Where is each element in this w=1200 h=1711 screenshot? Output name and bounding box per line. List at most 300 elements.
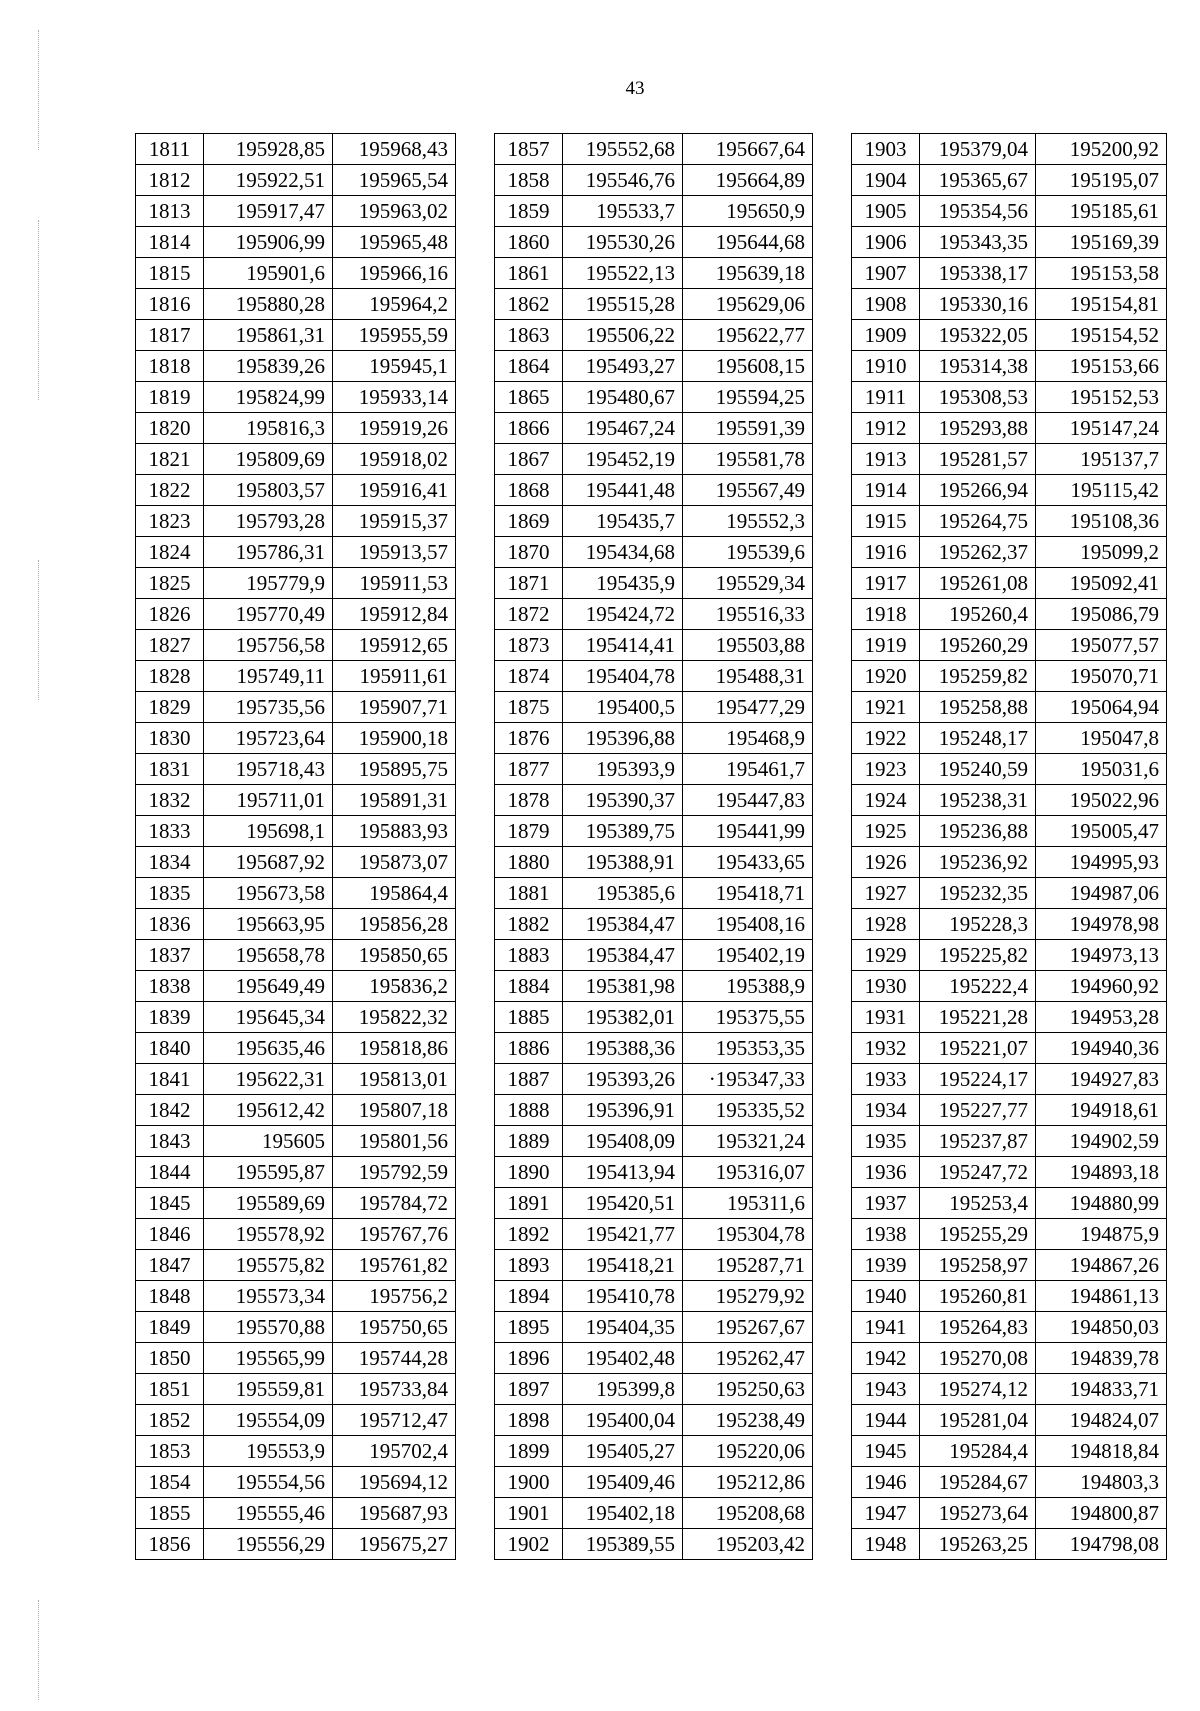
point-number-cell: 1832 xyxy=(136,785,204,816)
y-coordinate-cell: 195873,07 xyxy=(333,847,456,878)
x-coordinate-cell: 195400,5 xyxy=(563,692,683,723)
point-number-cell: 1946 xyxy=(852,1467,920,1498)
y-coordinate-cell: 195529,34 xyxy=(683,568,813,599)
y-coordinate-cell: ·195347,33 xyxy=(683,1064,813,1095)
x-coordinate-cell: 195612,42 xyxy=(204,1095,333,1126)
x-coordinate-cell: 195409,46 xyxy=(563,1467,683,1498)
y-coordinate-cell: 195418,71 xyxy=(683,878,813,909)
table-row xyxy=(495,1529,813,1560)
table-row xyxy=(136,1343,456,1374)
table-row xyxy=(495,413,813,444)
x-coordinate-cell: 195228,3 xyxy=(920,909,1036,940)
point-number-cell: 1826 xyxy=(136,599,204,630)
table-row xyxy=(495,1064,813,1095)
point-number-cell: 1814 xyxy=(136,227,204,258)
x-coordinate-cell: 195402,48 xyxy=(563,1343,683,1374)
x-coordinate-cell: 195388,36 xyxy=(563,1033,683,1064)
x-coordinate-cell: 195575,82 xyxy=(204,1250,333,1281)
point-number-cell: 1811 xyxy=(136,134,204,165)
y-coordinate-cell: 195316,07 xyxy=(683,1157,813,1188)
point-number-cell: 1844 xyxy=(136,1157,204,1188)
table-row xyxy=(495,754,813,785)
point-number-cell: 1892 xyxy=(495,1219,563,1250)
y-coordinate-cell: 195108,36 xyxy=(1036,506,1167,537)
y-coordinate-cell: 195447,83 xyxy=(683,785,813,816)
x-coordinate-cell: 195779,9 xyxy=(204,568,333,599)
table-row xyxy=(136,475,456,506)
y-coordinate-cell: 195488,31 xyxy=(683,661,813,692)
point-number-cell: 1877 xyxy=(495,754,563,785)
point-number-cell: 1922 xyxy=(852,723,920,754)
point-number-cell: 1851 xyxy=(136,1374,204,1405)
table-row xyxy=(495,692,813,723)
x-coordinate-cell: 195221,28 xyxy=(920,1002,1036,1033)
x-coordinate-cell: 195546,76 xyxy=(563,165,683,196)
point-number-cell: 1824 xyxy=(136,537,204,568)
point-number-cell: 1943 xyxy=(852,1374,920,1405)
point-number-cell: 1932 xyxy=(852,1033,920,1064)
y-coordinate-cell: 195311,6 xyxy=(683,1188,813,1219)
y-coordinate-cell: 194880,99 xyxy=(1036,1188,1167,1219)
x-coordinate-cell: 195258,88 xyxy=(920,692,1036,723)
table-row xyxy=(136,599,456,630)
y-coordinate-cell: 195622,77 xyxy=(683,320,813,351)
y-coordinate-cell: 195208,68 xyxy=(683,1498,813,1529)
table-row xyxy=(136,1529,456,1560)
point-number-cell: 1871 xyxy=(495,568,563,599)
point-number-cell: 1855 xyxy=(136,1498,204,1529)
y-coordinate-cell: 195099,2 xyxy=(1036,537,1167,568)
point-number-cell: 1880 xyxy=(495,847,563,878)
x-coordinate-cell: 195385,6 xyxy=(563,878,683,909)
table-row xyxy=(136,816,456,847)
table-row xyxy=(852,506,1167,537)
y-coordinate-cell: 194902,59 xyxy=(1036,1126,1167,1157)
point-number-cell: 1893 xyxy=(495,1250,563,1281)
x-coordinate-cell: 195399,8 xyxy=(563,1374,683,1405)
y-coordinate-cell: 195388,9 xyxy=(683,971,813,1002)
table-row xyxy=(136,1126,456,1157)
y-coordinate-cell: 195468,9 xyxy=(683,723,813,754)
x-coordinate-cell: 195258,97 xyxy=(920,1250,1036,1281)
table-row xyxy=(852,692,1167,723)
table-row xyxy=(136,289,456,320)
point-number-cell: 1902 xyxy=(495,1529,563,1560)
y-coordinate-cell: 195964,2 xyxy=(333,289,456,320)
table-row xyxy=(136,723,456,754)
x-coordinate-cell: 195530,26 xyxy=(563,227,683,258)
table-row xyxy=(136,692,456,723)
x-coordinate-cell: 195595,87 xyxy=(204,1157,333,1188)
y-coordinate-cell: 195287,71 xyxy=(683,1250,813,1281)
x-coordinate-cell: 195393,26 xyxy=(563,1064,683,1095)
table-row xyxy=(136,444,456,475)
x-coordinate-cell: 195658,78 xyxy=(204,940,333,971)
y-coordinate-cell: 195702,4 xyxy=(333,1436,456,1467)
table-row xyxy=(495,1002,813,1033)
table-row xyxy=(495,1250,813,1281)
x-coordinate-cell: 195396,91 xyxy=(563,1095,683,1126)
y-coordinate-cell: 195220,06 xyxy=(683,1436,813,1467)
x-coordinate-cell: 195236,92 xyxy=(920,847,1036,878)
y-coordinate-cell: 195919,26 xyxy=(333,413,456,444)
y-coordinate-cell: 194824,07 xyxy=(1036,1405,1167,1436)
point-number-cell: 1842 xyxy=(136,1095,204,1126)
y-coordinate-cell: 195503,88 xyxy=(683,630,813,661)
y-coordinate-cell: 194893,18 xyxy=(1036,1157,1167,1188)
table-row xyxy=(852,599,1167,630)
x-coordinate-cell: 195404,78 xyxy=(563,661,683,692)
table-row xyxy=(852,165,1167,196)
y-coordinate-cell: 195629,06 xyxy=(683,289,813,320)
point-number-cell: 1891 xyxy=(495,1188,563,1219)
x-coordinate-cell: 195649,49 xyxy=(204,971,333,1002)
table-row xyxy=(495,1498,813,1529)
point-number-cell: 1861 xyxy=(495,258,563,289)
y-coordinate-cell: 195966,16 xyxy=(333,258,456,289)
table-row xyxy=(136,940,456,971)
table-row xyxy=(495,661,813,692)
point-number-cell: 1820 xyxy=(136,413,204,444)
table-row xyxy=(852,413,1167,444)
table-row xyxy=(495,940,813,971)
x-coordinate-cell: 195400,04 xyxy=(563,1405,683,1436)
point-number-cell: 1939 xyxy=(852,1250,920,1281)
y-coordinate-cell: 195154,81 xyxy=(1036,289,1167,320)
x-coordinate-cell: 195434,68 xyxy=(563,537,683,568)
point-number-cell: 1821 xyxy=(136,444,204,475)
point-number-cell: 1835 xyxy=(136,878,204,909)
y-coordinate-cell: 195965,48 xyxy=(333,227,456,258)
x-coordinate-cell: 195240,59 xyxy=(920,754,1036,785)
table-row xyxy=(852,227,1167,258)
y-coordinate-cell: 195591,39 xyxy=(683,413,813,444)
point-number-cell: 1856 xyxy=(136,1529,204,1560)
table-row xyxy=(495,475,813,506)
point-number-cell: 1838 xyxy=(136,971,204,1002)
point-number-cell: 1926 xyxy=(852,847,920,878)
point-number-cell: 1827 xyxy=(136,630,204,661)
x-coordinate-cell: 195673,58 xyxy=(204,878,333,909)
y-coordinate-cell: 195250,63 xyxy=(683,1374,813,1405)
y-coordinate-cell: 195353,35 xyxy=(683,1033,813,1064)
table-row xyxy=(136,847,456,878)
x-coordinate-cell: 195270,08 xyxy=(920,1343,1036,1374)
point-number-cell: 1850 xyxy=(136,1343,204,1374)
point-number-cell: 1854 xyxy=(136,1467,204,1498)
y-coordinate-cell: 195594,25 xyxy=(683,382,813,413)
y-coordinate-cell: 195441,99 xyxy=(683,816,813,847)
point-number-cell: 1899 xyxy=(495,1436,563,1467)
y-coordinate-cell: 195153,58 xyxy=(1036,258,1167,289)
point-number-cell: 1888 xyxy=(495,1095,563,1126)
y-coordinate-cell: 195965,54 xyxy=(333,165,456,196)
table-row xyxy=(852,971,1167,1002)
y-coordinate-cell: 195147,24 xyxy=(1036,413,1167,444)
table-row xyxy=(136,1250,456,1281)
y-coordinate-cell: 195750,65 xyxy=(333,1312,456,1343)
y-coordinate-cell: 195836,2 xyxy=(333,971,456,1002)
point-number-cell: 1890 xyxy=(495,1157,563,1188)
point-number-cell: 1852 xyxy=(136,1405,204,1436)
x-coordinate-cell: 195384,47 xyxy=(563,940,683,971)
x-coordinate-cell: 195556,29 xyxy=(204,1529,333,1560)
point-number-cell: 1904 xyxy=(852,165,920,196)
point-number-cell: 1913 xyxy=(852,444,920,475)
y-coordinate-cell: 195195,07 xyxy=(1036,165,1167,196)
x-coordinate-cell: 195570,88 xyxy=(204,1312,333,1343)
x-coordinate-cell: 195552,68 xyxy=(563,134,683,165)
point-number-cell: 1941 xyxy=(852,1312,920,1343)
y-coordinate-cell: 195744,28 xyxy=(333,1343,456,1374)
point-number-cell: 1836 xyxy=(136,909,204,940)
y-coordinate-cell: 195907,71 xyxy=(333,692,456,723)
point-number-cell: 1915 xyxy=(852,506,920,537)
point-number-cell: 1897 xyxy=(495,1374,563,1405)
table-row xyxy=(495,382,813,413)
y-coordinate-cell: 194833,71 xyxy=(1036,1374,1167,1405)
y-coordinate-cell: 195321,24 xyxy=(683,1126,813,1157)
point-number-cell: 1869 xyxy=(495,506,563,537)
point-number-cell: 1905 xyxy=(852,196,920,227)
x-coordinate-cell: 195573,34 xyxy=(204,1281,333,1312)
y-coordinate-cell: 195756,2 xyxy=(333,1281,456,1312)
y-coordinate-cell: 195408,16 xyxy=(683,909,813,940)
table-row xyxy=(852,1095,1167,1126)
y-coordinate-cell: 195650,9 xyxy=(683,196,813,227)
point-number-cell: 1822 xyxy=(136,475,204,506)
point-number-cell: 1862 xyxy=(495,289,563,320)
x-coordinate-cell: 195555,46 xyxy=(204,1498,333,1529)
x-coordinate-cell: 195687,92 xyxy=(204,847,333,878)
y-coordinate-cell: 195567,49 xyxy=(683,475,813,506)
table-row xyxy=(136,134,456,165)
y-coordinate-cell: 195856,28 xyxy=(333,909,456,940)
table-row xyxy=(136,1064,456,1095)
x-coordinate-cell: 195281,04 xyxy=(920,1405,1036,1436)
y-coordinate-cell: 195022,96 xyxy=(1036,785,1167,816)
y-coordinate-cell: 195185,61 xyxy=(1036,196,1167,227)
point-number-cell: 1920 xyxy=(852,661,920,692)
x-coordinate-cell: 195396,88 xyxy=(563,723,683,754)
table-row xyxy=(852,909,1167,940)
x-coordinate-cell: 195506,22 xyxy=(563,320,683,351)
point-number-cell: 1813 xyxy=(136,196,204,227)
point-number-cell: 1830 xyxy=(136,723,204,754)
point-number-cell: 1873 xyxy=(495,630,563,661)
table-row xyxy=(495,1157,813,1188)
y-coordinate-cell: 194803,3 xyxy=(1036,1467,1167,1498)
y-coordinate-cell: 195911,61 xyxy=(333,661,456,692)
x-coordinate-cell: 195735,56 xyxy=(204,692,333,723)
x-coordinate-cell: 195493,27 xyxy=(563,351,683,382)
y-coordinate-cell: 194960,92 xyxy=(1036,971,1167,1002)
point-number-cell: 1853 xyxy=(136,1436,204,1467)
point-number-cell: 1816 xyxy=(136,289,204,320)
table-row xyxy=(852,1250,1167,1281)
x-coordinate-cell: 195404,35 xyxy=(563,1312,683,1343)
y-coordinate-cell: 195433,65 xyxy=(683,847,813,878)
point-number-cell: 1878 xyxy=(495,785,563,816)
table-row xyxy=(852,1126,1167,1157)
point-number-cell: 1885 xyxy=(495,1002,563,1033)
point-number-cell: 1879 xyxy=(495,816,563,847)
x-coordinate-cell: 195901,6 xyxy=(204,258,333,289)
point-number-cell: 1919 xyxy=(852,630,920,661)
x-coordinate-cell: 195522,13 xyxy=(563,258,683,289)
scan-edge-mark xyxy=(38,560,39,700)
table-row xyxy=(495,1436,813,1467)
point-number-cell: 1845 xyxy=(136,1188,204,1219)
table-row xyxy=(136,258,456,289)
table-row xyxy=(495,258,813,289)
y-coordinate-cell: 195154,52 xyxy=(1036,320,1167,351)
y-coordinate-cell: 194839,78 xyxy=(1036,1343,1167,1374)
x-coordinate-cell: 195222,4 xyxy=(920,971,1036,1002)
point-number-cell: 1834 xyxy=(136,847,204,878)
table-row xyxy=(852,1405,1167,1436)
x-coordinate-cell: 195390,37 xyxy=(563,785,683,816)
table-row xyxy=(136,537,456,568)
table-row xyxy=(852,444,1167,475)
point-number-cell: 1910 xyxy=(852,351,920,382)
x-coordinate-cell: 195248,17 xyxy=(920,723,1036,754)
x-coordinate-cell: 195861,31 xyxy=(204,320,333,351)
table-row xyxy=(136,754,456,785)
y-coordinate-cell: 195152,53 xyxy=(1036,382,1167,413)
point-number-cell: 1948 xyxy=(852,1529,920,1560)
x-coordinate-cell: 195816,3 xyxy=(204,413,333,444)
point-number-cell: 1833 xyxy=(136,816,204,847)
x-coordinate-cell: 195224,17 xyxy=(920,1064,1036,1095)
point-number-cell: 1829 xyxy=(136,692,204,723)
y-coordinate-cell: 195516,33 xyxy=(683,599,813,630)
point-number-cell: 1812 xyxy=(136,165,204,196)
point-number-cell: 1942 xyxy=(852,1343,920,1374)
y-coordinate-cell: 195895,75 xyxy=(333,754,456,785)
x-coordinate-cell: 195928,85 xyxy=(204,134,333,165)
y-coordinate-cell: 195792,59 xyxy=(333,1157,456,1188)
table-row xyxy=(136,1033,456,1064)
x-coordinate-cell: 195263,25 xyxy=(920,1529,1036,1560)
table-row xyxy=(136,971,456,1002)
x-coordinate-cell: 195382,01 xyxy=(563,1002,683,1033)
point-number-cell: 1857 xyxy=(495,134,563,165)
table-row xyxy=(495,909,813,940)
point-number-cell: 1883 xyxy=(495,940,563,971)
y-coordinate-cell: 195767,76 xyxy=(333,1219,456,1250)
table-row xyxy=(136,413,456,444)
y-coordinate-cell: 195335,52 xyxy=(683,1095,813,1126)
point-number-cell: 1831 xyxy=(136,754,204,785)
point-number-cell: 1909 xyxy=(852,320,920,351)
x-coordinate-cell: 195247,72 xyxy=(920,1157,1036,1188)
x-coordinate-cell: 195803,57 xyxy=(204,475,333,506)
y-coordinate-cell: 194978,98 xyxy=(1036,909,1167,940)
y-coordinate-cell: 195916,41 xyxy=(333,475,456,506)
x-coordinate-cell: 195343,35 xyxy=(920,227,1036,258)
table-row xyxy=(136,1312,456,1343)
x-coordinate-cell: 195480,67 xyxy=(563,382,683,413)
y-coordinate-cell: 194995,93 xyxy=(1036,847,1167,878)
point-number-cell: 1837 xyxy=(136,940,204,971)
table-row xyxy=(495,1405,813,1436)
x-coordinate-cell: 195273,64 xyxy=(920,1498,1036,1529)
point-number-cell: 1865 xyxy=(495,382,563,413)
point-number-cell: 1874 xyxy=(495,661,563,692)
x-coordinate-cell: 195408,09 xyxy=(563,1126,683,1157)
table-row xyxy=(136,661,456,692)
point-number-cell: 1911 xyxy=(852,382,920,413)
table-row xyxy=(852,382,1167,413)
point-number-cell: 1823 xyxy=(136,506,204,537)
table-row xyxy=(495,289,813,320)
table-row xyxy=(495,320,813,351)
y-coordinate-cell: 195086,79 xyxy=(1036,599,1167,630)
y-coordinate-cell: 195639,18 xyxy=(683,258,813,289)
point-number-cell: 1917 xyxy=(852,568,920,599)
point-number-cell: 1900 xyxy=(495,1467,563,1498)
table-row xyxy=(852,351,1167,382)
x-coordinate-cell: 195605 xyxy=(204,1126,333,1157)
table-row xyxy=(495,1374,813,1405)
x-coordinate-cell: 195227,77 xyxy=(920,1095,1036,1126)
x-coordinate-cell: 195264,75 xyxy=(920,506,1036,537)
point-number-cell: 1912 xyxy=(852,413,920,444)
y-coordinate-cell: 195675,27 xyxy=(333,1529,456,1560)
table-row xyxy=(495,444,813,475)
table-row xyxy=(852,134,1167,165)
table-row xyxy=(852,1033,1167,1064)
y-coordinate-cell: 195761,82 xyxy=(333,1250,456,1281)
scan-edge-mark xyxy=(38,220,39,400)
y-coordinate-cell: 194953,28 xyxy=(1036,1002,1167,1033)
table-row xyxy=(852,630,1167,661)
y-coordinate-cell: 195070,71 xyxy=(1036,661,1167,692)
point-number-cell: 1889 xyxy=(495,1126,563,1157)
y-coordinate-cell: 194973,13 xyxy=(1036,940,1167,971)
x-coordinate-cell: 195414,41 xyxy=(563,630,683,661)
y-coordinate-cell: 195200,92 xyxy=(1036,134,1167,165)
y-coordinate-cell: 195913,57 xyxy=(333,537,456,568)
table-row xyxy=(495,227,813,258)
table-row xyxy=(495,971,813,1002)
point-number-cell: 1866 xyxy=(495,413,563,444)
table-row xyxy=(852,1529,1167,1560)
x-coordinate-cell: 195533,7 xyxy=(563,196,683,227)
y-coordinate-cell: 195912,65 xyxy=(333,630,456,661)
table-row xyxy=(136,351,456,382)
table-row xyxy=(852,568,1167,599)
point-number-cell: 1868 xyxy=(495,475,563,506)
y-coordinate-cell: 195963,02 xyxy=(333,196,456,227)
point-number-cell: 1860 xyxy=(495,227,563,258)
x-coordinate-cell: 195253,4 xyxy=(920,1188,1036,1219)
scan-edge-mark xyxy=(38,1600,39,1700)
table-row xyxy=(495,351,813,382)
y-coordinate-cell: 195137,7 xyxy=(1036,444,1167,475)
table-row xyxy=(136,1467,456,1498)
table-row xyxy=(136,382,456,413)
point-number-cell: 1859 xyxy=(495,196,563,227)
x-coordinate-cell: 195723,64 xyxy=(204,723,333,754)
point-number-cell: 1908 xyxy=(852,289,920,320)
table-row xyxy=(852,1343,1167,1374)
point-number-cell: 1945 xyxy=(852,1436,920,1467)
y-coordinate-cell: 195807,18 xyxy=(333,1095,456,1126)
point-number-cell: 1901 xyxy=(495,1498,563,1529)
x-coordinate-cell: 195314,38 xyxy=(920,351,1036,382)
